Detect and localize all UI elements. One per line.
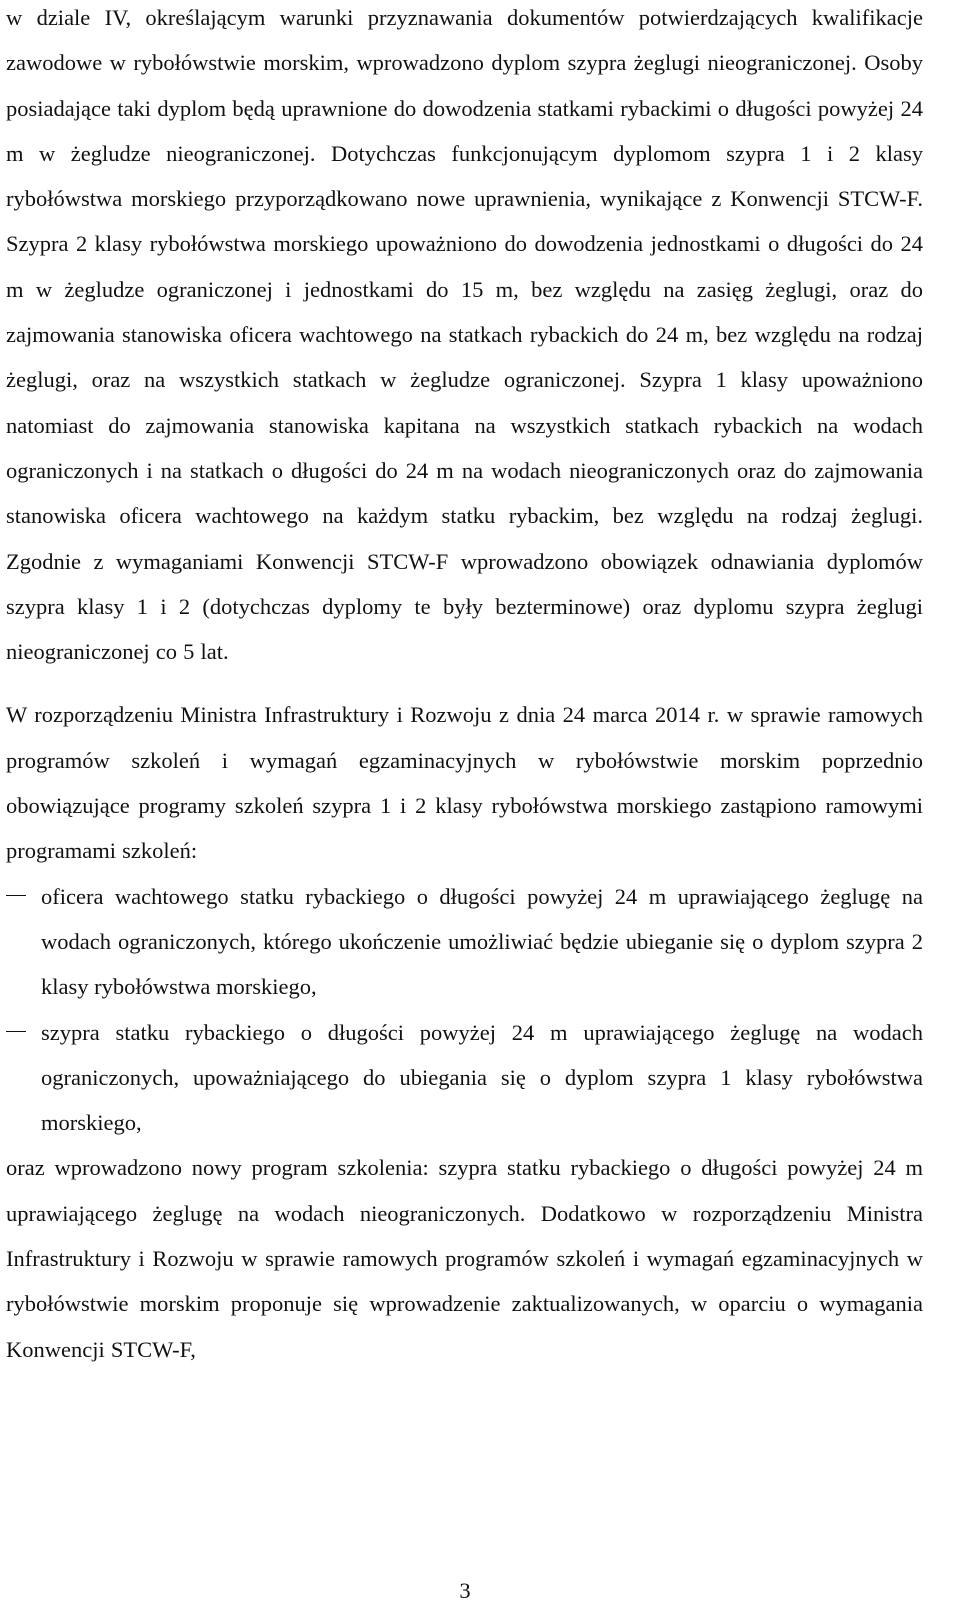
list-item: [6, 1010, 923, 1146]
list-item-text: oficera wachtowego statku rybackiego o długości powyżej 24 m uprawiającego żeglugę na wodach ograniczonych, którego ukończenie umożliwiać będzie ubieganie się o dyplom szypra 2 klasy rybołówstwa morskiego,: [41, 883, 923, 1000]
paragraph-regulation: W rozporządzeniu Ministra Infrastruktury i Rozwoju z dnia 24 marca 2014 r. w sprawie ramowych programów szkoleń i wymagań egzaminacyjnych w rybołówstwie morskim poprzednio obowiązujące programy szkoleń szypra 1 i 2 klasy rybołówstwa morskiego zastąpiono ramowymi programami szkoleń:: [6, 702, 923, 864]
paragraph-diplomas: w dziale IV, określającym warunki przyznawania dokumentów potwierdzających kwalifikacje zawodowe w rybołówstwie morskim, wprowadzono dyplom szypra żeglugi nieograniczonej. Osoby posiadające taki dyplom będą uprawnione do dowodzenia statkami rybackimi o długości powyżej 24 m w żegludze nieograniczonej. Dotychczas funkcjonującym dyplomom szypra 1 i 2 klasy rybołówstwa morskiego przyporządkowano nowe uprawnienia, wynikające z Konwencji STCW-F. Szypra 2 klasy rybołówstwa morskiego upoważniono do dowodzenia jednostkami o długości do 24 m w żegludze ograniczonej i jednostkami do 15 m, bez względu na zasięg żeglugi, oraz do zajmowania stanowiska oficera wachtowego na statkach rybackich do 24 m, bez względu na rodzaj żeglugi, oraz na wszystkich statkach w żegludze ograniczonej. Szypra 1 klasy upoważniono natomiast do zajmowania stanowiska kapitana na wszystkich statkach rybackich na wodach ograniczonych i na statkach o długości do 24 m na wodach nieograniczonych oraz do zajmowania stanowiska oficera wachtowego na każdym statku rybackim, bez względu na rodzaj żeglugi. Zgodnie z wymaganiami Konwencji STCW-F wprowadzono obowiązek odnawiania dyplomów szypra klasy 1 i 2 (dotychczas dyplomy te były bezterminowe) oraz dyplomu szypra żeglugi nieograniczonej co 5 lat.: [6, 5, 923, 665]
paragraph-new-program: oraz wprowadzono nowy program szkolenia: szypra statku rybackiego o długości powyżej 24 m uprawiającego żeglugę na wodach nieograniczonych. Dodatkowo w rozporządzeniu Ministra Infrastruktury i Rozwoju w sprawie ramowych programów szkoleń i wymagań egzaminacyjnych w rybołówstwie morskim proponuje się wprowadzenie zaktualizowanych, w oparciu o wymagania Konwencji STCW-F,: [6, 1155, 923, 1362]
document-body: [6, 0, 923, 1372]
dash-bullet-icon: [6, 895, 26, 896]
dash-bullet-icon: [6, 1031, 26, 1032]
list-item-text: szypra statku rybackiego o długości powyżej 24 m uprawiającego żeglugę na wodach ograniczonych, upoważniającego do ubiegania się o dyplom szypra 1 klasy rybołówstwa morskiego,: [41, 1019, 923, 1136]
training-programs-list: [6, 874, 923, 1146]
list-item: [6, 874, 923, 1010]
page-number: 3: [459, 1578, 471, 1603]
